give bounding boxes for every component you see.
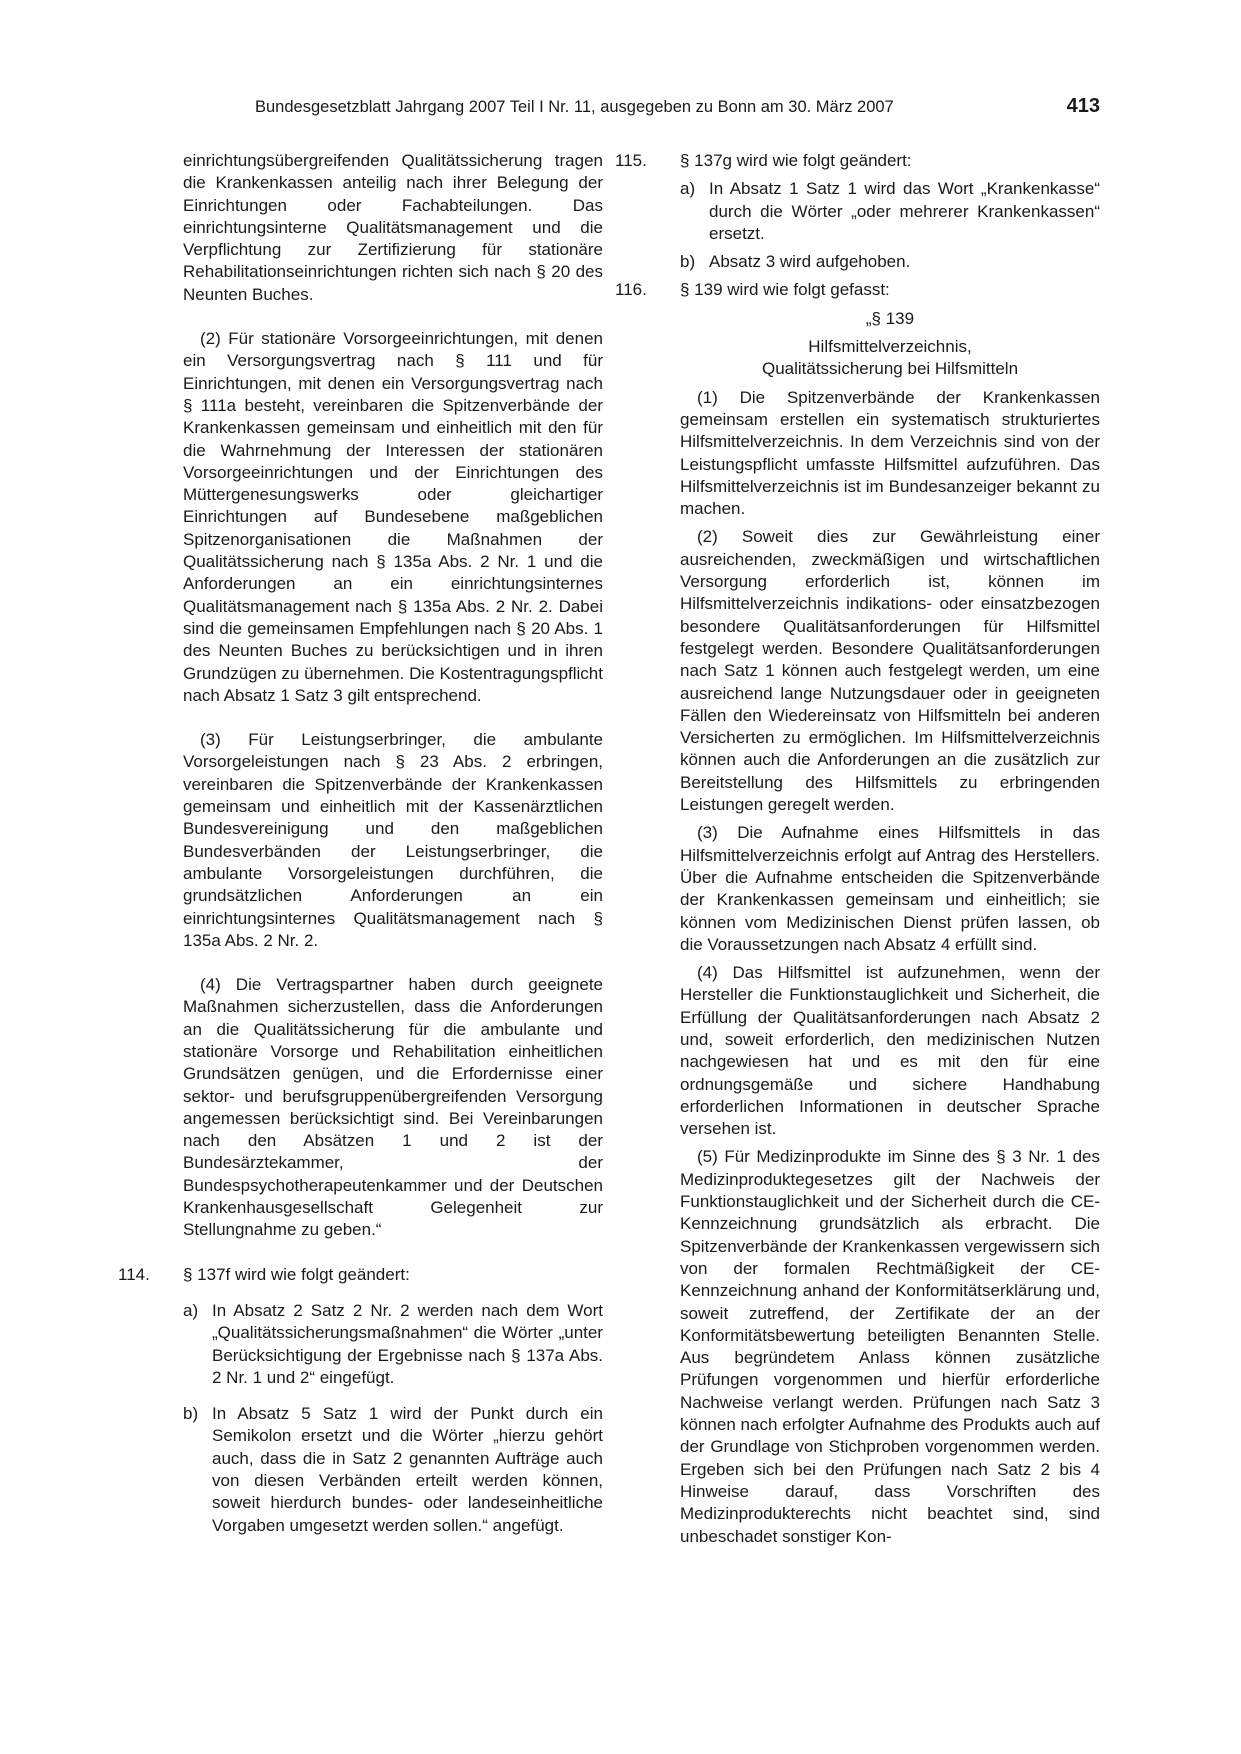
sub-label: a) bbox=[183, 1300, 199, 1320]
left-column bbox=[118, 150, 603, 1537]
item-number: 115. bbox=[615, 151, 647, 170]
item-number: 114. bbox=[118, 1264, 150, 1284]
page-header bbox=[255, 95, 1100, 126]
sub-text: In Absatz 1 Satz 1 wird das Wort „Krankenkasse“ durch die Wörter „oder mehrerer Krankenkassen“ ersetzt. bbox=[709, 179, 1100, 243]
paragraph-3: (3) Für Leistungserbringer, die ambulante Vorsorgeleistungen nach § 23 Abs. 2 erbringen, vereinbaren die Spitzenverbände der Krankenkassen gemeinsam und einheitlich mit der Kassenärztlichen Bundesvereinigung und den maßgeblichen Bundesverbänden der Leistungserbringer, die ambulante Vorsorgeleistungen durchführen, die grundsätzlichen Anforderungen an ein einrichtungsinternes Qualitätsmanagement nach § 135a Abs. 2 Nr. 2. bbox=[183, 730, 603, 950]
item-116 bbox=[615, 279, 1100, 301]
paragraph-2: (2) Soweit dies zur Gewährleistung einer ausreichenden, zweckmäßigen und wirtschaftlichen Versorgung erforderlich ist, können im Hilfsmittelverzeichnis indikations- oder einsatzbezogen besondere Qualitätsanforderungen für Hilfsmittel festgelegt werden. Besondere Qualitätsanforderungen nach Satz 1 können auch festgelegt werden, um eine ausreichend lange Nutzungsdauer oder in geeigneten Fällen den Wiedereinsatz von Hilfsmitteln bei anderen Versicherten zu ermöglichen. Im Hilfsmittelverzeichnis können auch die Anforderungen an die zusätzlich zur Bereitstellung des Hilfsmittels zu erbringenden Leistungen geregelt werden. bbox=[680, 527, 1100, 815]
sub-item-b bbox=[680, 251, 1100, 273]
paragraph-continued: einrichtungsübergreifenden Qualitätssicherung tragen die Krankenkassen anteilig nach ihrer Belegung der Einrichtungen oder Fachabteilungen. Das einrichtungsinterne Qualitätsmanagement und die Verpflichtung zur Zertifizierung für stationäre Rehabilitationseinrichtungen richten sich nach § 20 des Neunten Buches. bbox=[183, 151, 603, 304]
item-number: 116. bbox=[615, 280, 647, 300]
sub-item-a bbox=[680, 178, 1100, 245]
sub-text: In Absatz 2 Satz 2 Nr. 2 werden nach dem Wort „Qualitätssicherungsmaßnahmen“ die Wörter „unter Berücksichtigung der Ergebnisse nach § 137a Abs. 2 Nr. 1 und 2“ eingefügt. bbox=[212, 1300, 603, 1387]
right-column bbox=[615, 150, 1100, 1548]
paragraph-2: (2) Für stationäre Vorsorgeeinrichtungen, mit denen ein Versorgungsvertrag nach § 111 und für Einrichtungen, mit denen ein Versorgungsvertrag nach § 111a besteht, vereinbaren die Spitzenverbände der Krankenkassen gemeinsam und einheitlich mit den für die Wahrnehmung der Interessen der stationären Vorsorgeeinrichtungen und der Einrichtungen des Müttergenesungswerks oder gleichartiger Einrichtungen auf Bundesebene maßgeblichen Spitzenorganisationen die Maßnahmen der Qualitätssicherung nach § 135a Abs. 2 Nr. 1 und die Anforderungen an ein einrichtungsinternes Qualitätsmanagement nach § 135a Abs. 2 Nr. 2. Dabei sind die gemeinsamen Empfehlungen nach § 20 Abs. 1 des Neunten Buches zu berücksichtigen und in ihren Grundzügen zu übernehmen. Die Kostentragungspflicht nach Absatz 1 Satz 3 gilt entsprechend. bbox=[183, 329, 603, 705]
sub-item-b bbox=[183, 1403, 603, 1537]
section-title-line-1: Hilfsmittelverzeichnis, bbox=[808, 337, 972, 357]
item-115 bbox=[615, 150, 1100, 273]
paragraph-4: (4) Die Vertragspartner haben durch geeignete Maßnahmen sicherzustellen, dass die Anforderungen an die Qualitätssicherung für die ambulante und stationäre Vorsorge und Rehabilitation einheitlichen Grundsätzen genügen, und die Erfordernisse einer sektor- und berufsgruppenübergreifenden Versorgung angemessen berücksichtigt sind. Bei Vereinbarungen nach den Absätzen 1 und 2 ist der Bundesärztekammer, der Bundespsychotherapeutenkammer und der Deutschen Krankenhausgesellschaft Gelegenheit zur Stellungnahme zu geben.“ bbox=[183, 975, 603, 1240]
sub-label: b) bbox=[183, 1404, 199, 1424]
paragraph-4: (4) Das Hilfsmittel ist aufzunehmen, wenn der Hersteller die Funktionstauglichkeit und Sicherheit, die Erfüllung der Qualitätsanforderungen nach Absatz 2 und, soweit erforderlich, den medizinischen Nutzen nachgewiesen hat und es mit den für eine ordnungsgemäße und sichere Handhabung erforderlichen Informationen in deutscher Sprache versehen ist. bbox=[680, 963, 1100, 1139]
item-114 bbox=[118, 1264, 603, 1537]
item-text: § 137f wird wie folgt geändert: bbox=[183, 1264, 410, 1284]
sub-text: In Absatz 5 Satz 1 wird der Punkt durch ein Semikolon ersetzt und die Wörter „hierzu gehört auch, dass die in Satz 2 genannten Aufträge auch von diesen Verbänden erteilt werden können, soweit hierdurch bundes- oder landeseinheitliche Vorgaben umgesetzt werden sollen.“ angefügt. bbox=[212, 1404, 603, 1535]
sub-label: b) bbox=[680, 252, 696, 272]
section-title-line-2: Qualitätssicherung bei Hilfsmitteln bbox=[761, 359, 1019, 379]
running-title: Bundesgesetzblatt Jahrgang 2007 Teil I Nr. 11, ausgegeben zu Bonn am 30. März 2007 bbox=[255, 98, 894, 116]
paragraph-1: (1) Die Spitzenverbände der Krankenkassen gemeinsam erstellen ein systematisch strukturiertes Hilfsmittelverzeichnis. In dem Verzeichnis sind von der Leistungspflicht umfasste Hilfsmittel aufzuführen. Das Hilfsmittelverzeichnis ist im Bundesanzeiger bekannt zu machen. bbox=[680, 387, 1100, 519]
paragraph-5: (5) Für Medizinprodukte im Sinne des § 3 Nr. 1 des Medizinproduktegesetzes gilt der Nachweis der Funktionstauglichkeit und der Sicherheit durch die CE-Kennzeichnung grundsätzlich als erbracht. Die Spitzenverbände der Krankenkassen vergewissern sich von der formalen Rechtmäßigkeit der CE-Kennzeichnung anhand der Konformitätserklärung und, soweit zutreffend, der Zertifikate der an der Konformitätsbewertung beteiligten Benannten Stelle. Aus begründetem Anlass können zusätzliche Prüfungen vorgenommen und hierfür erforderliche Nachweise verlangt werden. Prüfungen nach Satz 3 können nach erfolgter Aufnahme des Produkts auch auf der Grundlage von Stichproben vorgenommen werden. Ergeben sich bei den Prüfungen nach Satz 2 bis 4 Hinweise darauf, dass Vorschriften des Medizinprodukterechts nicht beachtet sind, sind unbeschadet sonstiger Kon- bbox=[680, 1147, 1100, 1546]
sub-text: Absatz 3 wird aufgehoben. bbox=[709, 252, 911, 272]
paragraph-3: (3) Die Aufnahme eines Hilfsmittels in das Hilfsmittelverzeichnis erfolgt auf Antrag des Herstellers. Über die Aufnahme entscheiden die Spitzenverbände der Krankenkassen gemeinsam und einheitlich; sie können vom Medizinischen Dienst prüfen lassen, ob die Voraussetzungen nach Absatz 4 erfüllt sind. bbox=[680, 823, 1100, 954]
item-text: § 139 wird wie folgt gefasst: bbox=[680, 280, 890, 300]
page-number: 413 bbox=[1066, 95, 1100, 117]
sub-label: a) bbox=[680, 179, 696, 199]
item-text: § 137g wird wie folgt geändert: bbox=[680, 151, 912, 170]
section-number: „§ 139 bbox=[865, 308, 915, 328]
sub-item-a bbox=[183, 1300, 603, 1389]
